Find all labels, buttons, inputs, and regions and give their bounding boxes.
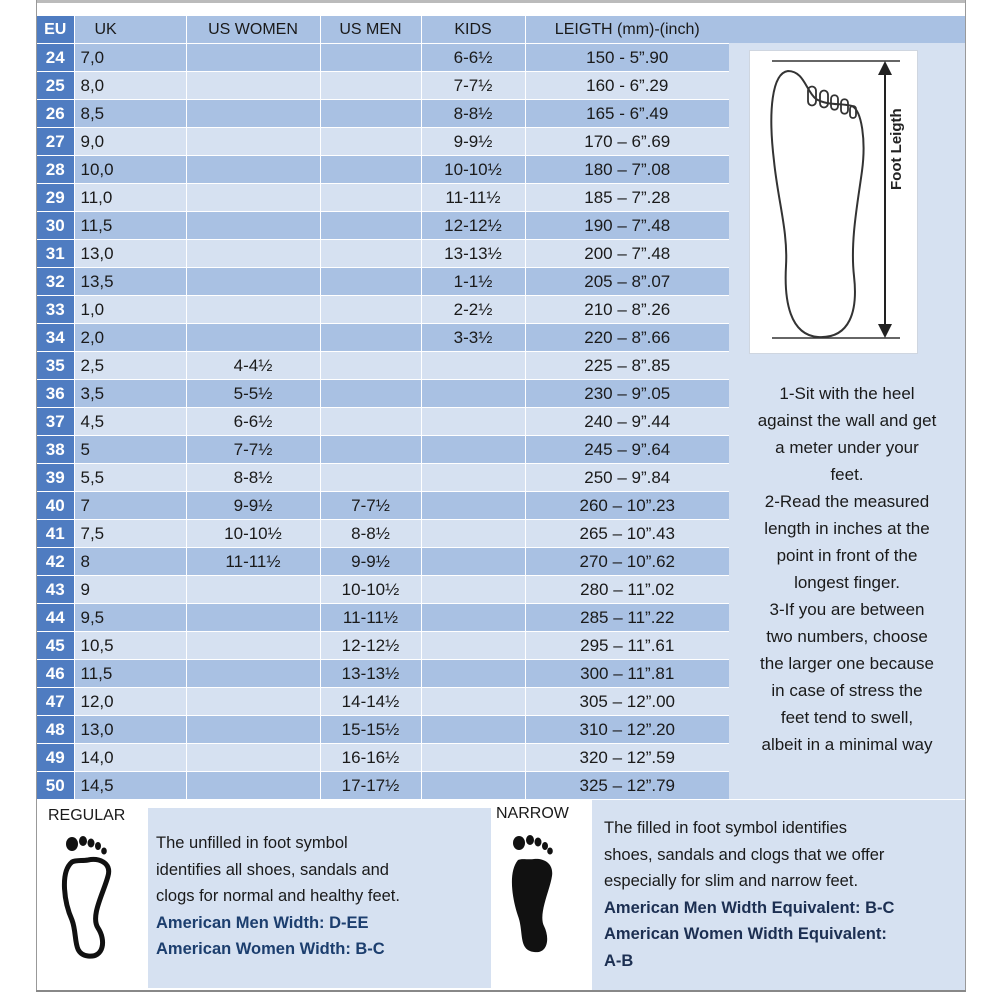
- kids-cell: [421, 688, 525, 716]
- eu-cell: 47: [37, 688, 74, 716]
- us-men-cell: 10-10½: [320, 576, 421, 604]
- kids-cell: [421, 520, 525, 548]
- length-cell: 200 – 7”.48: [525, 240, 729, 268]
- length-cell: 170 – 6”.69: [525, 128, 729, 156]
- eu-cell: 26: [37, 100, 74, 128]
- narrow-title: NARROW: [496, 805, 569, 822]
- us-women-cell: [186, 156, 320, 184]
- kids-cell: 2-2½: [421, 296, 525, 324]
- instruction-line: feet tend to swell,: [780, 708, 914, 727]
- us-men-cell: 15-15½: [320, 716, 421, 744]
- uk-cell: 11,0: [74, 184, 186, 212]
- eu-cell: 40: [37, 492, 74, 520]
- us-men-cell: [320, 408, 421, 436]
- length-cell: 230 – 9”.05: [525, 380, 729, 408]
- length-cell: 310 – 12”.20: [525, 716, 729, 744]
- kids-cell: [421, 436, 525, 464]
- us-women-cell: [186, 240, 320, 268]
- table-row: [37, 100, 729, 128]
- table-row: [37, 744, 729, 772]
- eu-cell: 42: [37, 548, 74, 576]
- instruction-line: length in inches at the: [764, 519, 930, 538]
- us-men-cell: [320, 436, 421, 464]
- eu-cell: 45: [37, 632, 74, 660]
- us-men-cell: [320, 44, 421, 72]
- us-women-cell: 5-5½: [186, 380, 320, 408]
- us-women-cell: 4-4½: [186, 352, 320, 380]
- kids-cell: [421, 716, 525, 744]
- length-cell: 285 – 11”.22: [525, 604, 729, 632]
- us-men-cell: [320, 72, 421, 100]
- uk-cell: 2,5: [74, 352, 186, 380]
- regular-line: identifies all shoes, sandals and: [156, 860, 389, 879]
- uk-cell: 2,0: [74, 324, 186, 352]
- us-women-cell: [186, 772, 320, 800]
- length-cell: 240 – 9”.44: [525, 408, 729, 436]
- us-women-cell: 8-8½: [186, 464, 320, 492]
- us-women-cell: [186, 100, 320, 128]
- measure-header: [729, 16, 965, 43]
- header-us-women: US WOMEN: [186, 16, 320, 44]
- eu-cell: 48: [37, 716, 74, 744]
- us-men-cell: [320, 380, 421, 408]
- uk-cell: 8: [74, 548, 186, 576]
- table-row: [37, 604, 729, 632]
- length-cell: 320 – 12”.59: [525, 744, 729, 772]
- instruction-line: feet.: [830, 465, 864, 484]
- us-women-cell: [186, 632, 320, 660]
- uk-cell: 7: [74, 492, 186, 520]
- kids-cell: 12-12½: [421, 212, 525, 240]
- us-women-cell: [186, 604, 320, 632]
- kids-cell: 1-1½: [421, 268, 525, 296]
- regular-men-width: American Men Width: D-EE: [156, 913, 369, 932]
- eu-cell: 30: [37, 212, 74, 240]
- us-men-cell: [320, 128, 421, 156]
- table-row: [37, 492, 729, 520]
- length-cell: 225 – 8”.85: [525, 352, 729, 380]
- narrow-women-width: American Women Width Equivalent:: [604, 925, 887, 943]
- us-women-cell: 7-7½: [186, 436, 320, 464]
- table-row: [37, 184, 729, 212]
- left-border: [36, 0, 37, 992]
- us-women-cell: [186, 576, 320, 604]
- instruction-line: two numbers, choose: [766, 627, 928, 646]
- table-row: [37, 436, 729, 464]
- table-body: [37, 44, 729, 800]
- length-cell: 260 – 10”.23: [525, 492, 729, 520]
- length-cell: 300 – 11”.81: [525, 660, 729, 688]
- kids-cell: [421, 660, 525, 688]
- uk-cell: 1,0: [74, 296, 186, 324]
- table-row: [37, 660, 729, 688]
- eu-cell: 43: [37, 576, 74, 604]
- length-cell: 165 - 6”.49: [525, 100, 729, 128]
- us-women-cell: [186, 660, 320, 688]
- header-kids: KIDS: [421, 16, 525, 44]
- us-men-cell: 9-9½: [320, 548, 421, 576]
- eu-cell: 24: [37, 44, 74, 72]
- us-women-cell: [186, 324, 320, 352]
- kids-cell: 7-7½: [421, 72, 525, 100]
- regular-description: [156, 830, 400, 963]
- eu-cell: 25: [37, 72, 74, 100]
- bottom-border: [36, 990, 966, 992]
- foot-diagram: [749, 50, 918, 354]
- length-cell: 220 – 8”.66: [525, 324, 729, 352]
- kids-cell: [421, 352, 525, 380]
- length-cell: 210 – 8”.26: [525, 296, 729, 324]
- kids-cell: [421, 604, 525, 632]
- uk-cell: 3,5: [74, 380, 186, 408]
- uk-cell: 9: [74, 576, 186, 604]
- uk-cell: 5,5: [74, 464, 186, 492]
- header-uk: UK: [74, 16, 186, 44]
- eu-cell: 32: [37, 268, 74, 296]
- uk-cell: 11,5: [74, 660, 186, 688]
- foot-outline-icon: [750, 51, 917, 353]
- length-cell: 245 – 9”.64: [525, 436, 729, 464]
- eu-cell: 33: [37, 296, 74, 324]
- us-men-cell: [320, 184, 421, 212]
- table-row: [37, 548, 729, 576]
- table-row: [37, 296, 729, 324]
- foot-length-label: Foot Leigth: [888, 108, 905, 190]
- length-cell: 160 - 6”.29: [525, 72, 729, 100]
- header-length: LEIGTH (mm)-(inch): [525, 16, 729, 44]
- eu-cell: 27: [37, 128, 74, 156]
- us-men-cell: [320, 240, 421, 268]
- us-men-cell: [320, 296, 421, 324]
- us-women-cell: [186, 72, 320, 100]
- narrow-line: shoes, sandals and clogs that we offer: [604, 845, 885, 864]
- eu-cell: 31: [37, 240, 74, 268]
- narrow-women-width-cont: A-B: [604, 951, 634, 970]
- uk-cell: 10,0: [74, 156, 186, 184]
- length-cell: 205 – 8”.07: [525, 268, 729, 296]
- table-row: [37, 72, 729, 100]
- us-men-cell: 8-8½: [320, 520, 421, 548]
- us-men-cell: [320, 156, 421, 184]
- table-row: [37, 632, 729, 660]
- instruction-line: in case of stress the: [771, 681, 923, 700]
- length-cell: 190 – 7”.48: [525, 212, 729, 240]
- measure-instructions: [733, 380, 961, 758]
- length-cell: 185 – 7”.28: [525, 184, 729, 212]
- narrow-description: [604, 815, 894, 974]
- us-women-cell: [186, 688, 320, 716]
- uk-cell: 8,0: [74, 72, 186, 100]
- length-cell: 295 – 11”.61: [525, 632, 729, 660]
- table-row: [37, 352, 729, 380]
- uk-cell: 9,0: [74, 128, 186, 156]
- table-row: [37, 576, 729, 604]
- eu-cell: 50: [37, 772, 74, 800]
- size-table: [37, 16, 729, 800]
- narrow-line: The filled in foot symbol identifies: [604, 819, 848, 837]
- uk-cell: 10,5: [74, 632, 186, 660]
- eu-cell: 34: [37, 324, 74, 352]
- uk-cell: 9,5: [74, 604, 186, 632]
- us-women-cell: [186, 744, 320, 772]
- regular-title: REGULAR: [48, 807, 126, 824]
- right-border: [965, 0, 966, 992]
- uk-cell: 4,5: [74, 408, 186, 436]
- us-men-cell: 12-12½: [320, 632, 421, 660]
- uk-cell: 8,5: [74, 100, 186, 128]
- eu-cell: 37: [37, 408, 74, 436]
- length-cell: 250 – 9”.84: [525, 464, 729, 492]
- regular-line: The unfilled in foot symbol: [156, 834, 348, 852]
- eu-cell: 35: [37, 352, 74, 380]
- uk-cell: 13,0: [74, 240, 186, 268]
- uk-cell: 12,0: [74, 688, 186, 716]
- table-row: [37, 324, 729, 352]
- table-row: [37, 464, 729, 492]
- us-men-cell: 16-16½: [320, 744, 421, 772]
- uk-cell: 13,0: [74, 716, 186, 744]
- eu-cell: 36: [37, 380, 74, 408]
- us-women-cell: 6-6½: [186, 408, 320, 436]
- eu-cell: 28: [37, 156, 74, 184]
- kids-cell: [421, 576, 525, 604]
- us-women-cell: [186, 296, 320, 324]
- us-men-cell: [320, 100, 421, 128]
- kids-cell: [421, 744, 525, 772]
- table-row: [37, 380, 729, 408]
- us-men-cell: [320, 212, 421, 240]
- table-header-row: [37, 16, 729, 44]
- uk-cell: 5: [74, 436, 186, 464]
- kids-cell: [421, 492, 525, 520]
- table-row: [37, 772, 729, 800]
- eu-cell: 38: [37, 436, 74, 464]
- kids-cell: [421, 408, 525, 436]
- eu-cell: 39: [37, 464, 74, 492]
- us-men-cell: [320, 464, 421, 492]
- us-men-cell: 13-13½: [320, 660, 421, 688]
- us-men-cell: 14-14½: [320, 688, 421, 716]
- us-women-cell: [186, 44, 320, 72]
- us-women-cell: 11-11½: [186, 548, 320, 576]
- kids-cell: 11-11½: [421, 184, 525, 212]
- length-cell: 305 – 12”.00: [525, 688, 729, 716]
- instruction-line: longest finger.: [794, 573, 900, 592]
- length-cell: 280 – 11”.02: [525, 576, 729, 604]
- length-cell: 325 – 12”.79: [525, 772, 729, 800]
- uk-cell: 7,0: [74, 44, 186, 72]
- kids-cell: [421, 772, 525, 800]
- eu-cell: 46: [37, 660, 74, 688]
- instruction-line: 3-If you are between: [769, 600, 925, 619]
- uk-cell: 7,5: [74, 520, 186, 548]
- us-men-cell: [320, 324, 421, 352]
- instruction-line: albeit in a minimal way: [761, 735, 933, 754]
- narrow-men-width: American Men Width Equivalent: B-C: [604, 898, 895, 917]
- instruction-line: point in front of the: [776, 546, 918, 565]
- kids-cell: 3-3½: [421, 324, 525, 352]
- us-women-cell: 10-10½: [186, 520, 320, 548]
- instruction-line: the larger one because: [760, 654, 934, 673]
- table-row: [37, 520, 729, 548]
- us-men-cell: [320, 268, 421, 296]
- table-row: [37, 408, 729, 436]
- instruction-line: against the wall and get: [757, 411, 937, 430]
- kids-cell: 13-13½: [421, 240, 525, 268]
- header-us-men: US MEN: [320, 16, 421, 44]
- eu-cell: 49: [37, 744, 74, 772]
- us-men-cell: 17-17½: [320, 772, 421, 800]
- kids-cell: 10-10½: [421, 156, 525, 184]
- kids-cell: [421, 464, 525, 492]
- us-women-cell: [186, 128, 320, 156]
- eu-cell: 29: [37, 184, 74, 212]
- uk-cell: 14,0: [74, 744, 186, 772]
- uk-cell: 11,5: [74, 212, 186, 240]
- eu-cell: 44: [37, 604, 74, 632]
- uk-cell: 13,5: [74, 268, 186, 296]
- us-women-cell: [186, 268, 320, 296]
- length-cell: 270 – 10”.62: [525, 548, 729, 576]
- table-row: [37, 688, 729, 716]
- table-row: [37, 156, 729, 184]
- uk-cell: 14,5: [74, 772, 186, 800]
- regular-line: clogs for normal and healthy feet.: [156, 887, 400, 905]
- kids-cell: [421, 380, 525, 408]
- kids-cell: [421, 632, 525, 660]
- instruction-line: 1-Sit with the heel: [779, 384, 915, 403]
- length-cell: 150 - 5”.90: [525, 44, 729, 72]
- table-row: [37, 44, 729, 72]
- us-women-cell: 9-9½: [186, 492, 320, 520]
- length-cell: 180 – 7”.08: [525, 156, 729, 184]
- us-women-cell: [186, 212, 320, 240]
- narrow-line: especially for slim and narrow feet.: [604, 872, 859, 890]
- us-men-cell: 11-11½: [320, 604, 421, 632]
- header-eu: EU: [37, 16, 74, 44]
- instruction-line: 2-Read the measured: [764, 492, 930, 511]
- kids-cell: 9-9½: [421, 128, 525, 156]
- table-row: [37, 240, 729, 268]
- instruction-line: a meter under your: [775, 438, 919, 457]
- us-men-cell: 7-7½: [320, 492, 421, 520]
- unfilled-foot-icon: [58, 832, 118, 960]
- table-row: [37, 212, 729, 240]
- us-men-cell: [320, 352, 421, 380]
- kids-cell: 6-6½: [421, 44, 525, 72]
- filled-foot-icon: [506, 832, 562, 956]
- table-row: [37, 268, 729, 296]
- us-women-cell: [186, 184, 320, 212]
- table-row: [37, 716, 729, 744]
- us-women-cell: [186, 716, 320, 744]
- length-cell: 265 – 10”.43: [525, 520, 729, 548]
- eu-cell: 41: [37, 520, 74, 548]
- table-row: [37, 128, 729, 156]
- top-border: [36, 0, 966, 3]
- kids-cell: [421, 548, 525, 576]
- regular-women-width: American Women Width: B-C: [156, 940, 385, 958]
- kids-cell: 8-8½: [421, 100, 525, 128]
